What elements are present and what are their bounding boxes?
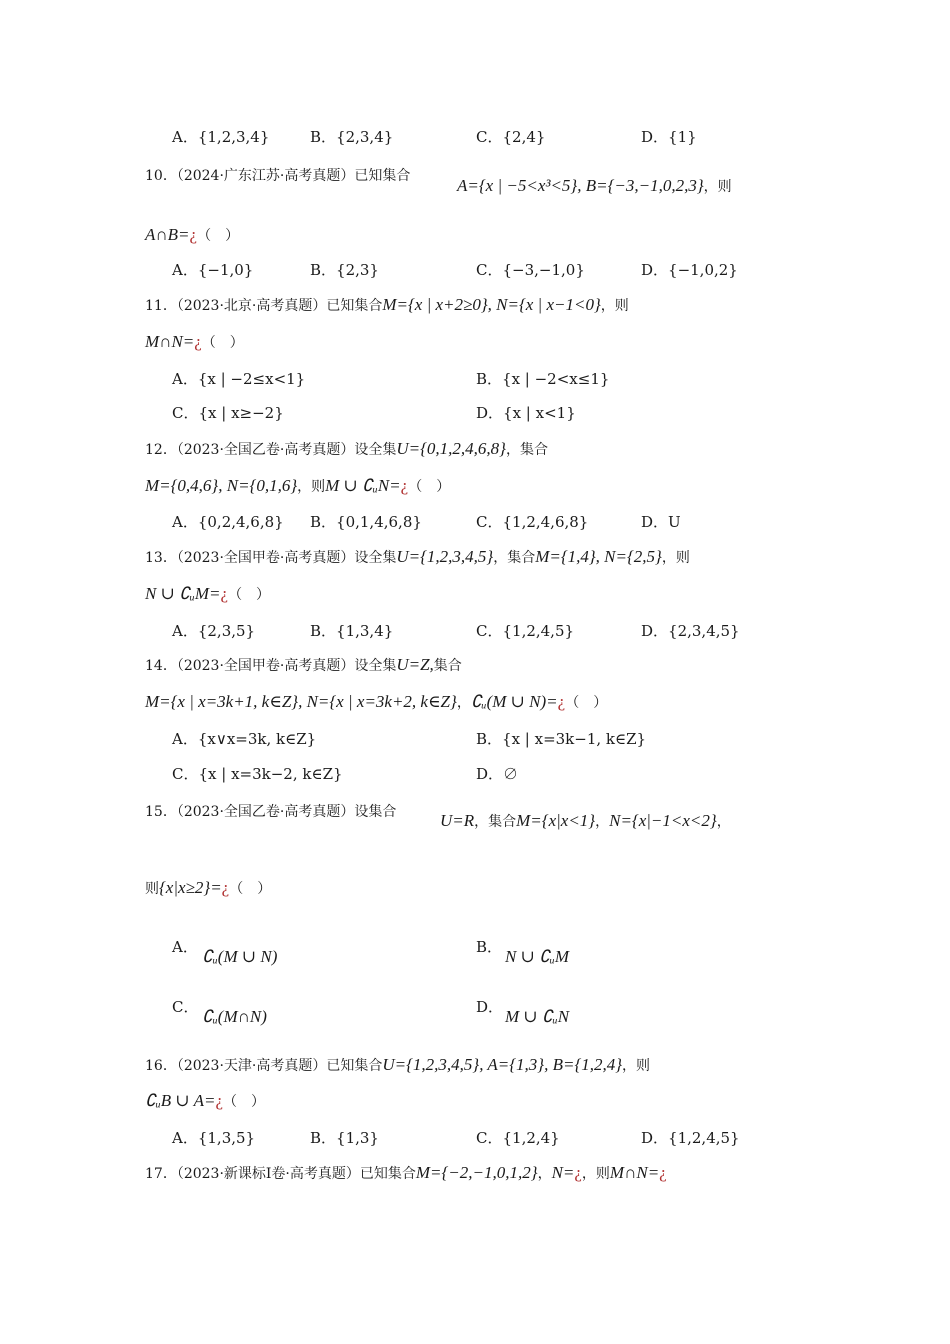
q11-option-c: C．{x | x≥−2} [172,404,284,422]
q10-option-b: B．{2,3} [310,261,379,279]
q15-option-d-label: D． [476,998,504,1016]
q16-option-b: B．{1,3} [310,1129,379,1147]
q10-expression: A={x | −5<x³<5}, B={−3,−1,0,2,3}，则 [457,176,732,195]
q11-option-d: D．{x | x<1} [476,404,576,422]
q11-stem: 11．（2023·北京·高考真题）已知集合M={x | x+2≥0}, N={x | x−1<0}，则 [145,295,629,314]
q13-option-a: A．{2,3,5} [172,622,256,640]
q12-option-c: C．{1,2,4,6,8} [476,513,589,531]
q16-stem: 16．（2023·天津·高考真题）已知集合U={1,2,3,4,5}, A={1,3}, B={1,2,4}，则 [145,1055,651,1074]
q11-line2: M∩N=¿（ ） [145,332,244,351]
q14-option-d: D．∅ [476,765,519,783]
q16-option-d: D．{1,2,4,5} [641,1129,740,1147]
q11-option-b: B．{x | −2<x≤1} [476,370,610,388]
q13-option-d: D．{2,3,4,5} [641,622,740,640]
q11-option-a: A．{x | −2≤x<1} [172,370,306,388]
q15-option-c: ∁ᵤ(M∩N) [202,1007,267,1026]
q14-option-c: C．{x | x=3k−2, k∈Z} [172,765,343,783]
q15-option-b: N ∪ ∁ᵤM [505,947,570,966]
q15-option-c-label: C． [172,998,199,1016]
q10-stem: 10．（2024·广东江苏·高考真题）已知集合 [145,168,411,184]
q17-stem: 17．（2023·新课标Ⅰ卷·高考真题）已知集合M={−2,−1,0,1,2}，N=¿，则M∩N=¿ [145,1163,667,1182]
q16-line2: ∁ᵤB ∪ A=¿（ ） [145,1091,266,1110]
q12-option-a: A．{0,2,4,6,8} [172,513,284,531]
q15-stem: 15．（2023·全国乙卷·高考真题）设集合 [145,804,397,820]
q15-option-a-label: A． [172,938,198,956]
q9-option-c: C．{2,4} [476,128,546,146]
q13-stem: 13．（2023·全国甲卷·高考真题）设全集U={1,2,3,4,5}，集合M={1,4}, N={2,5}，则 [145,547,690,566]
q14-stem: 14．（2023·全国甲卷·高考真题）设全集U=Z,集合 [145,655,462,674]
q12-line2: M={0,4,6}, N={0,1,6}，则M ∪ ∁ᵤN=¿（ ） [145,476,451,495]
q15-option-d: M ∪ ∁ᵤN [505,1007,570,1026]
q10-option-d: D．{−1,0,2} [641,261,738,279]
q15-option-a: ∁ᵤ(M ∪ N) [202,947,278,966]
q13-option-c: C．{1,2,4,5} [476,622,575,640]
q15-expression: U=R，集合M={x|x<1}，N={x|−1<x<2}， [440,811,731,830]
q14-option-b: B．{x | x=3k−1, k∈Z} [476,730,647,748]
q10-line2: A∩B=¿（ ） [145,225,240,244]
q13-option-b: B．{1,3,4} [310,622,394,640]
q10-option-a: A．{−1,0} [172,261,254,279]
q15-line2: 则{x|x≥2}=¿（ ） [145,878,272,897]
q9-option-b: B．{2,3,4} [310,128,394,146]
q12-option-b: B．{0,1,4,6,8} [310,513,422,531]
q16-option-a: A．{1,3,5} [172,1129,256,1147]
q14-line2: M={x | x=3k+1, k∈Z}, N={x | x=3k+2, k∈Z}，∁ᵤ(M ∪ N)=¿（ ） [145,692,608,711]
q14-option-a: A．{x∨x=3k, k∈Z} [172,730,317,748]
q10-option-c: C．{−3,−1,0} [476,261,585,279]
q9-option-a: A．{1,2,3,4} [172,128,270,146]
q15-option-b-label: B． [476,938,503,956]
q9-option-d: D．{1} [641,128,697,146]
q12-stem: 12．（2023·全国乙卷·高考真题）设全集U={0,1,2,4,6,8}，集合 [145,439,548,458]
q16-option-c: C．{1,2,4} [476,1129,560,1147]
q13-line2: N ∪ ∁ᵤM=¿（ ） [145,584,271,603]
q12-option-d: D．U [641,513,681,531]
